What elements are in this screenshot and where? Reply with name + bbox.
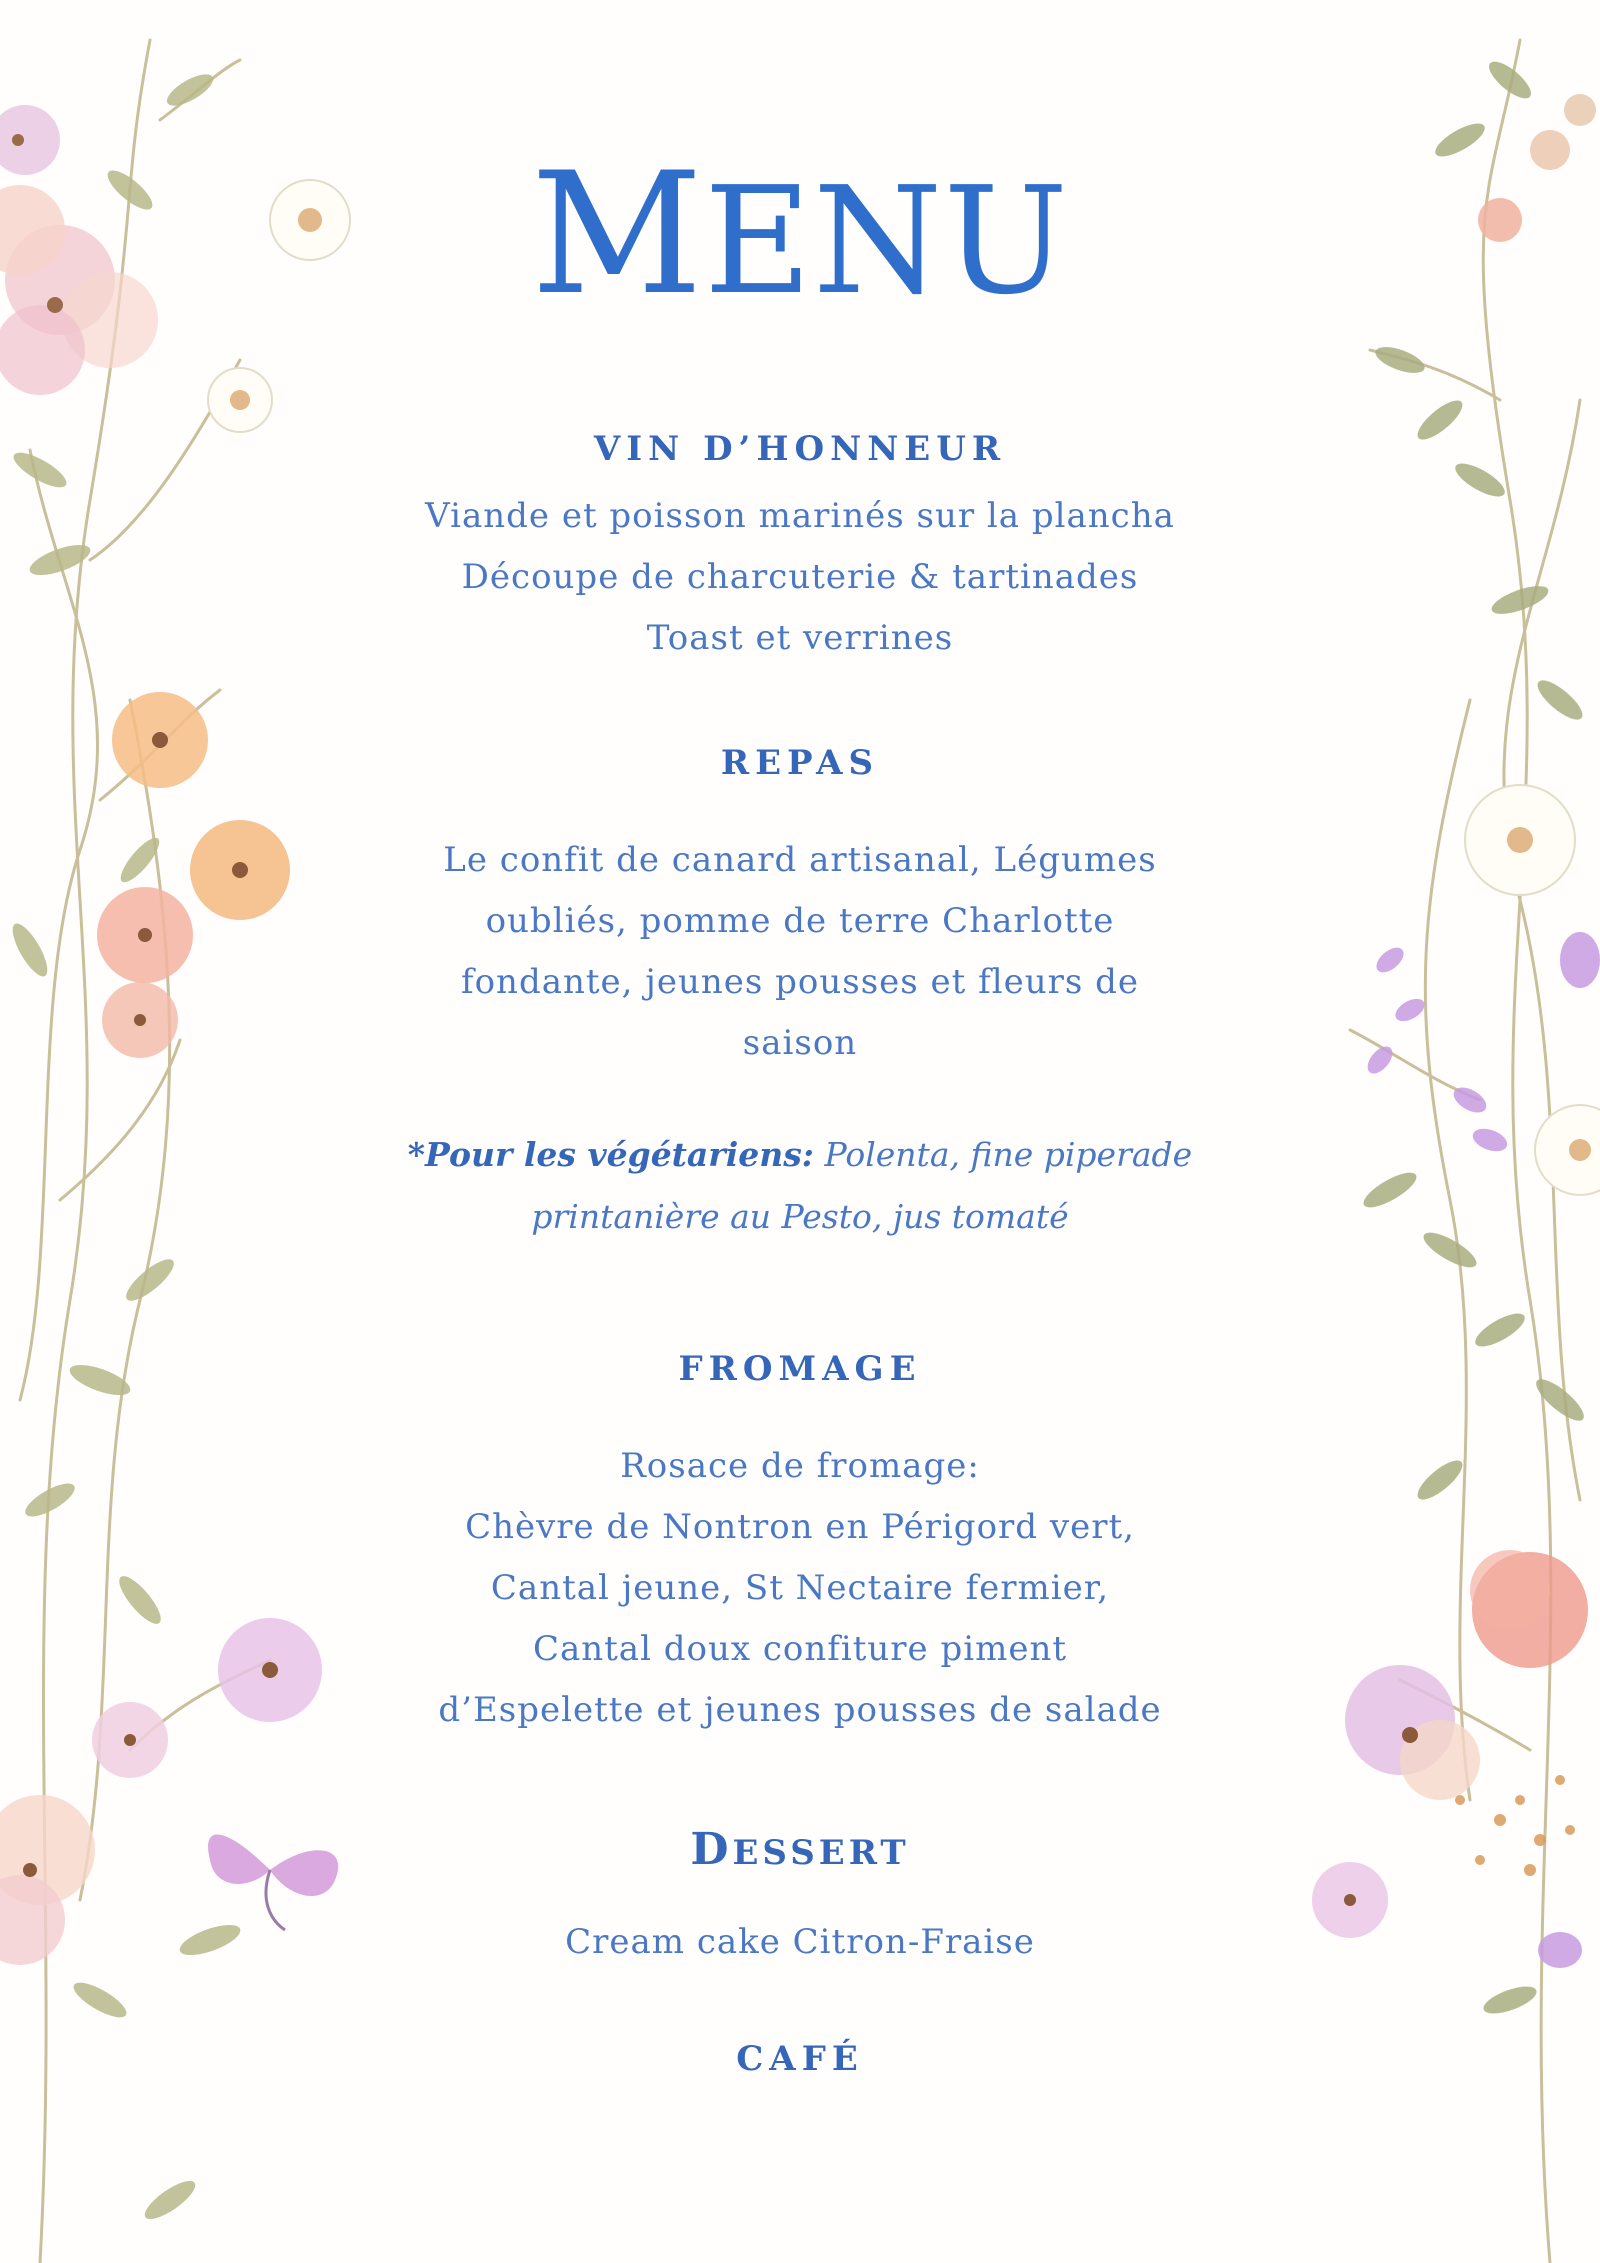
section-fromage [400, 1349, 1200, 1741]
menu-item: fondante, jeunes pousses et fleurs de [461, 962, 1139, 1002]
floral-decoration-right [1220, 0, 1600, 2263]
vegetarian-option [400, 1124, 1200, 1248]
menu-item: Cantal doux confiture piment [532, 1629, 1068, 1669]
menu-item: Chèvre de Nontron en Périgord vert, [465, 1507, 1135, 1547]
section-repas [400, 743, 1200, 1248]
menu-item: Cream cake Citron-Fraise [565, 1922, 1035, 1962]
section-dessert [400, 1824, 1200, 1973]
section-cafe [400, 2039, 1200, 2079]
menu-item: oubliés, pomme de terre Charlotte [485, 901, 1115, 941]
vegetarian-label: *Pour les végétariens: [407, 1135, 814, 1174]
menu-title: MENU [530, 136, 1070, 332]
menu-item: saison [742, 1023, 858, 1063]
menu-item: Viande et poisson marinés sur la plancha [425, 496, 1175, 536]
section-heading: CAFÉ [736, 2039, 864, 2079]
menu-item: Le confit de canard artisanal, Légumes [443, 840, 1157, 880]
vegetarian-dish: Polenta, fine piperade [824, 1135, 1193, 1174]
menu-item: d’Espelette et jeunes pousses de salade [438, 1690, 1162, 1730]
menu-item: Toast et verrines [646, 618, 954, 658]
menu-item: Découpe de charcuterie & tartinades [461, 557, 1139, 597]
section-vin-dhonneur [400, 429, 1200, 669]
section-heading: VIN D’HONNEUR [593, 429, 1007, 469]
menu-item: Cantal jeune, St Nectaire fermier, [490, 1568, 1110, 1608]
menu-item: Rosace de fromage: [620, 1446, 980, 1486]
butterfly-icon [208, 1835, 338, 1930]
section-heading: DESSERT [690, 1824, 910, 1875]
section-heading: FROMAGE [678, 1349, 922, 1389]
vegetarian-dish-continued: printanière au Pesto, jus tomaté [531, 1197, 1069, 1236]
floral-decoration-left [0, 0, 380, 2263]
section-heading: REPAS [720, 743, 880, 783]
